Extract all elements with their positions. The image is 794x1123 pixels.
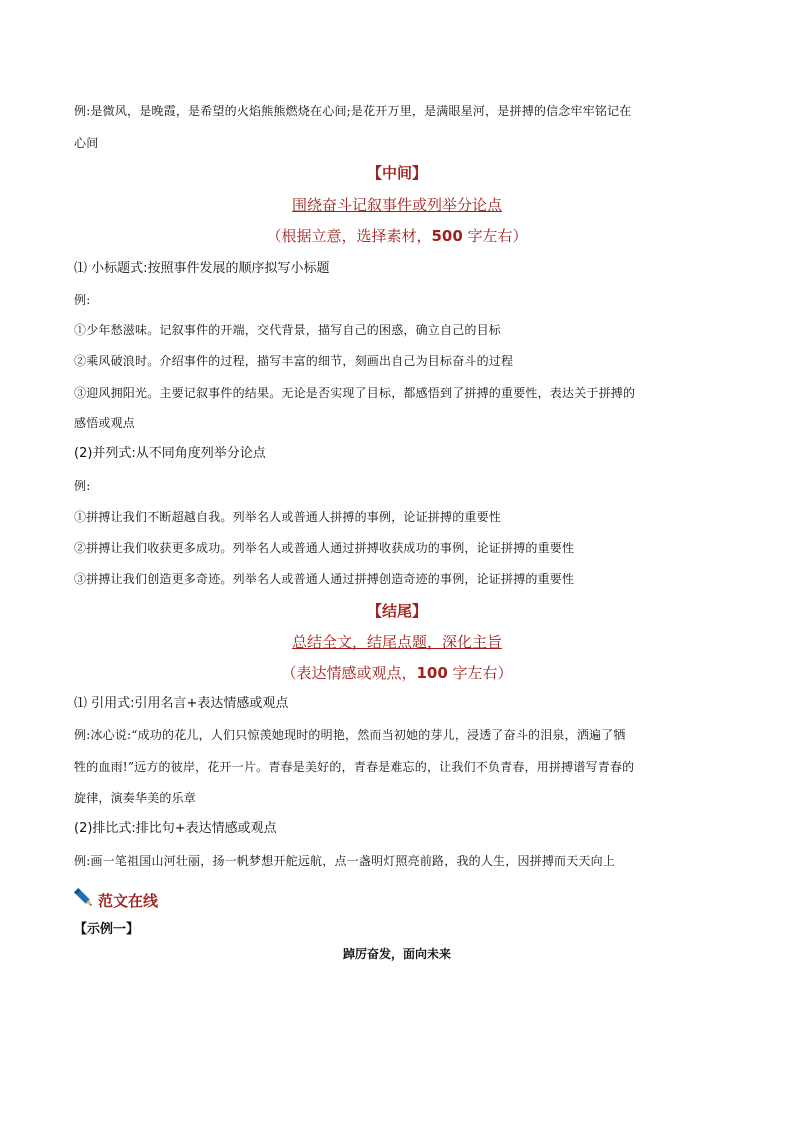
essay-title: 踔厉奋发，面向未来 <box>342 947 451 961</box>
middle-note-suffix: 字左右） <box>462 227 528 245</box>
middle-type2-item-2: ②拼搏让我们收获更多成功。列举名人或普通人通过拼搏收获成功的事例，论证拼搏的重要性 <box>74 541 575 555</box>
ending-section-title: 【结尾】 <box>366 602 427 620</box>
model-essay-header-text: 范文在线 <box>98 891 159 910</box>
middle-type2-heading: (2)并列式:从不同角度列举分论点 <box>74 446 266 461</box>
ending-note-prefix: （表达情感或观点， <box>281 664 417 682</box>
middle-section-title: 【中间】 <box>366 164 427 182</box>
middle-type1-item-3-cont: 感悟或观点 <box>74 416 136 430</box>
ending-type2-line: 例:画一笔祖国山河壮丽，扬一帆梦想开舵远航，点一盏明灯照亮前路，我的人生，因拼搏而天天向上 <box>74 854 616 868</box>
middle-type2-item-1: ①拼搏让我们不断超越自我。列举名人或普通人拼搏的事例，论证拼搏的重要性 <box>74 510 502 524</box>
intro-example-line-2: 心间 <box>74 136 99 150</box>
middle-type2-item-3: ③拼搏让我们创造更多奇迹。列举名人或普通人通过拼搏创造奇迹的事例，论证拼搏的重要性 <box>74 572 575 586</box>
middle-type1-item-3: ③迎风拥阳光。主要记叙事件的结果。无论是否实现了目标，都感悟到了拼搏的重要性，表达关于拼搏的 <box>74 386 636 400</box>
ending-note-suffix: 字左右） <box>447 664 513 682</box>
middle-type2-example-label: 例: <box>74 479 91 493</box>
middle-link-wrapper <box>0 195 794 215</box>
intro-example-line-1: 例:是微风，是晚霞，是希望的火焰熊熊燃烧在心间;是花开万里，是满眼星河，是拼搏的信念牢牢铭记在 <box>74 104 632 118</box>
middle-note-prefix: （根据立意，选择素材， <box>266 227 432 245</box>
middle-type1-example-label: 例: <box>74 293 91 307</box>
middle-type1-item-2: ②乘风破浪时。介绍事件的过程，描写丰富的细节，刻画出自己为目标奋斗的过程 <box>74 354 514 368</box>
middle-section-link[interactable]: 围绕奋斗记叙事件或列举分论点 <box>291 196 502 214</box>
ending-type1-heading: ⑴ 引用式:引用名言+表达情感或观点 <box>74 696 289 711</box>
ending-link-wrapper <box>0 632 794 652</box>
middle-section-note <box>0 226 794 246</box>
ending-section-note <box>0 663 794 683</box>
middle-type1-item-1: ①少年愁滋味。记叙事件的开端，交代背景，描写自己的困惑，确立自己的目标 <box>74 323 502 337</box>
model-essay-header <box>72 887 158 913</box>
example-one-label: 【示例一】 <box>74 922 140 937</box>
middle-type1-heading: ⑴ 小标题式:按照事件发展的顺序拟写小标题 <box>74 261 330 276</box>
pen-icon <box>72 886 96 914</box>
ending-type1-line-2: 牲的血雨!”远方的彼岸，花开一片。青春是美好的，青春是难忘的，让我们不负青春，用拼搏谱写青春的 <box>74 760 635 774</box>
ending-type1-line-1: 例:冰心说:“成功的花儿，人们只惊羡她现时的明艳，然而当初她的芽儿，浸透了奋斗的泪泉，洒遍了牺 <box>74 728 626 742</box>
ending-type1-line-3: 旋律，演奏华美的乐章 <box>74 791 197 805</box>
ending-section-link[interactable]: 总结全文，结尾点题，深化主旨 <box>291 633 502 651</box>
middle-note-number: 500 <box>431 227 463 245</box>
ending-type2-heading: (2)排比式:排比句+表达情感或观点 <box>74 821 277 836</box>
ending-note-number: 100 <box>416 664 448 682</box>
